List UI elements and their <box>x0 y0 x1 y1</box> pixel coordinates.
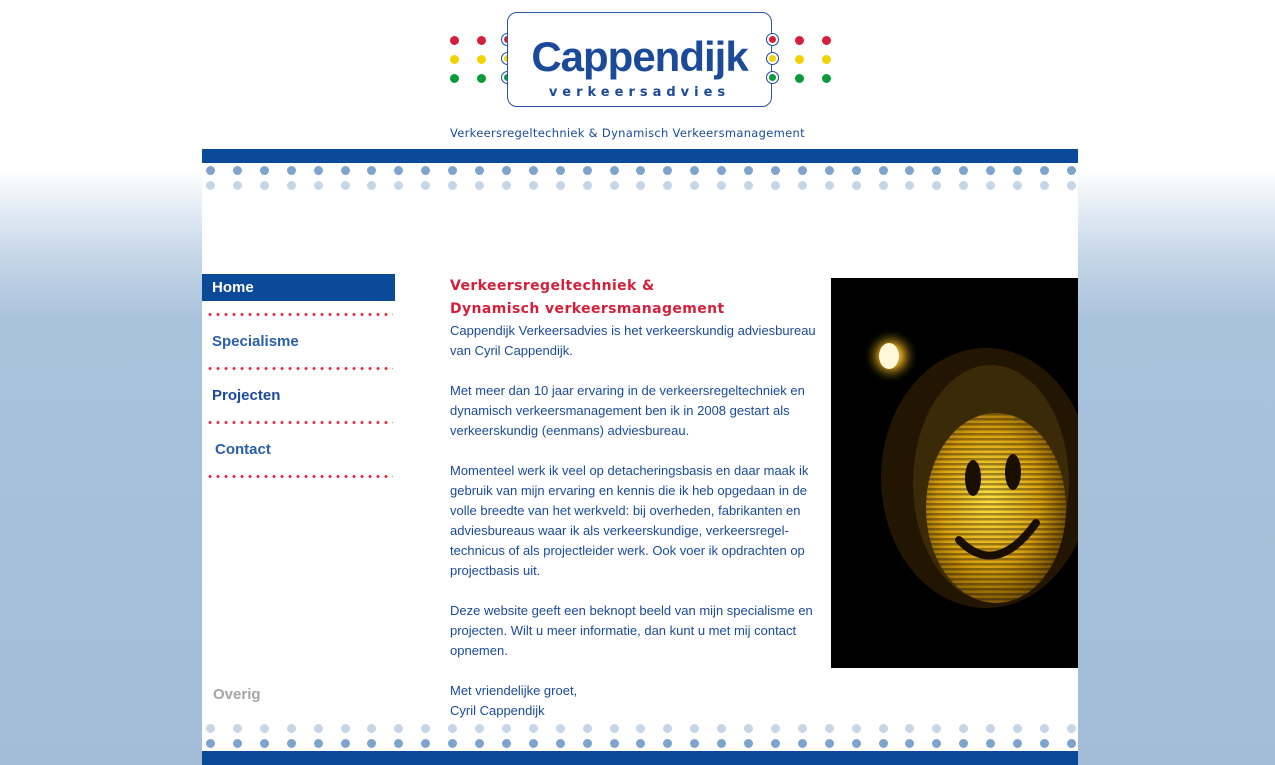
pattern-dot <box>367 181 376 190</box>
pattern-dot <box>475 166 484 175</box>
nav-item-specialisme[interactable]: Specialisme <box>212 333 299 350</box>
pattern-dot <box>314 181 323 190</box>
pattern-dot <box>1013 739 1022 748</box>
pattern-dot <box>529 181 538 190</box>
pattern-dot <box>233 739 242 748</box>
pattern-dot <box>367 166 376 175</box>
pattern-dot <box>206 724 215 733</box>
pattern-dot <box>744 181 753 190</box>
pattern-dot <box>905 724 914 733</box>
green-dot-icon <box>477 74 486 83</box>
pattern-dot <box>690 739 699 748</box>
pattern-dot <box>475 181 484 190</box>
tagline: Verkeersregeltechniek & Dynamisch Verkeersmanagement <box>450 126 805 140</box>
pattern-dot <box>959 181 968 190</box>
pattern-dot <box>905 166 914 175</box>
pattern-dot <box>421 181 430 190</box>
pattern-dot <box>771 724 780 733</box>
nav-item-overig[interactable]: Overig <box>213 686 261 703</box>
pattern-dot <box>663 739 672 748</box>
pattern-dot <box>663 724 672 733</box>
pattern-dot <box>771 166 780 175</box>
pattern-dot <box>744 739 753 748</box>
pattern-dot <box>852 739 861 748</box>
pattern-dot <box>744 724 753 733</box>
pattern-dot <box>529 739 538 748</box>
pattern-dot <box>1040 724 1049 733</box>
pattern-dot <box>825 724 834 733</box>
pattern-dot <box>663 181 672 190</box>
page-title <box>450 275 825 321</box>
pattern-dot <box>502 724 511 733</box>
pattern-dot <box>879 724 888 733</box>
logo-frame <box>507 12 772 107</box>
pattern-dot <box>825 181 834 190</box>
pattern-dot <box>1013 166 1022 175</box>
pattern-dot <box>1040 181 1049 190</box>
pattern-dot <box>206 739 215 748</box>
pattern-dot <box>771 739 780 748</box>
pattern-dot <box>798 166 807 175</box>
work-paragraph: Momenteel werk ik veel op detacheringsbasis en daar maak ik gebruik van mijn ervaring en kennis die ik heb opgedaan in de volle breedte van het werkveld: bij overheden, fabrikanten en adviesbureaus waar ik als verkeerskundige, verkeersregel-technicus of als projectleider werk. Ook voer ik opdrachten op projectbasis uit. <box>450 463 809 578</box>
pattern-dot <box>717 724 726 733</box>
smiley-traffic-light-photo <box>831 278 1078 668</box>
pattern-dot <box>690 181 699 190</box>
logo-subtitle: verkeersadvies <box>548 85 731 100</box>
pattern-dot <box>636 739 645 748</box>
pattern-dot <box>744 166 753 175</box>
dot-pattern-top <box>202 166 1078 176</box>
pattern-dot <box>717 166 726 175</box>
pattern-dot <box>260 181 269 190</box>
pattern-dot <box>206 166 215 175</box>
bottom-bar <box>202 751 1078 765</box>
pattern-dot <box>529 724 538 733</box>
pattern-dot <box>556 739 565 748</box>
pattern-dot <box>421 724 430 733</box>
pattern-dot <box>394 181 403 190</box>
red-dot-icon <box>822 36 831 45</box>
pattern-dot <box>287 166 296 175</box>
pattern-dot <box>986 739 995 748</box>
pattern-dot <box>341 181 350 190</box>
green-dot-icon <box>822 74 831 83</box>
pattern-dot <box>233 181 242 190</box>
red-ring-icon <box>766 33 779 46</box>
page-title-line1: Verkeersregeltechniek & <box>450 278 655 294</box>
pattern-dot <box>583 739 592 748</box>
dot-pattern-top <box>202 181 1078 191</box>
pattern-dot <box>314 166 323 175</box>
pattern-dot <box>529 166 538 175</box>
yellow-dot-icon <box>795 55 804 64</box>
pattern-dot <box>502 181 511 190</box>
pattern-dot <box>959 739 968 748</box>
pattern-dot <box>448 181 457 190</box>
pattern-dot <box>690 724 699 733</box>
pattern-dot <box>879 739 888 748</box>
green-ring-icon <box>766 71 779 84</box>
pattern-dot <box>1067 166 1076 175</box>
main-frame <box>202 149 1078 765</box>
dot-pattern-bottom <box>202 724 1078 734</box>
pattern-dot <box>1067 739 1076 748</box>
pattern-dot <box>583 166 592 175</box>
pattern-dot <box>1013 181 1022 190</box>
smiley-traffic-light-icon <box>831 278 1078 668</box>
pattern-dot <box>233 166 242 175</box>
nav-item-contact[interactable]: Contact <box>215 441 271 458</box>
pattern-dot <box>717 181 726 190</box>
main-content <box>450 275 825 721</box>
pattern-dot <box>986 724 995 733</box>
pattern-dot <box>233 724 242 733</box>
nav-item-projecten[interactable]: Projecten <box>212 387 281 404</box>
pattern-dot <box>314 739 323 748</box>
pattern-dot <box>610 724 619 733</box>
pattern-dot <box>556 724 565 733</box>
yellow-dot-icon <box>450 55 459 64</box>
pattern-dot <box>448 724 457 733</box>
pattern-dot <box>636 724 645 733</box>
pattern-dot <box>798 181 807 190</box>
pattern-dot <box>314 724 323 733</box>
pattern-dot <box>448 166 457 175</box>
pattern-dot <box>1067 724 1076 733</box>
pattern-dot <box>394 739 403 748</box>
pattern-dot <box>583 181 592 190</box>
pattern-dot <box>717 739 726 748</box>
red-dot-icon <box>450 36 459 45</box>
pattern-dot <box>556 166 565 175</box>
pattern-dot <box>556 181 565 190</box>
pattern-dot <box>502 166 511 175</box>
pattern-dot <box>663 166 672 175</box>
intro-paragraph: Cappendijk Verkeersadvies is het verkeerskundig adviesbureau van Cyril Cappendijk. <box>450 323 816 358</box>
page-title-line2: Dynamisch verkeersmanagement <box>450 301 725 317</box>
dot-pattern-bottom <box>202 739 1078 749</box>
greeting: Met vriendelijke groet, <box>450 683 578 698</box>
pattern-dot <box>421 739 430 748</box>
pattern-dot <box>932 724 941 733</box>
nav-divider <box>202 355 395 382</box>
pattern-dot <box>610 166 619 175</box>
pattern-dot <box>1040 166 1049 175</box>
signature: Cyril Cappendijk <box>450 703 545 718</box>
green-dot-icon <box>795 74 804 83</box>
red-dot-icon <box>795 36 804 45</box>
pattern-dot <box>610 739 619 748</box>
pattern-dot <box>260 166 269 175</box>
pattern-dot <box>852 166 861 175</box>
pattern-dot <box>986 166 995 175</box>
pattern-dot <box>287 739 296 748</box>
pattern-dot <box>905 181 914 190</box>
pattern-dot <box>394 724 403 733</box>
pattern-dot <box>932 739 941 748</box>
top-bar <box>202 149 1078 163</box>
pattern-dot <box>583 724 592 733</box>
pattern-dot <box>879 181 888 190</box>
pattern-dot <box>905 739 914 748</box>
pattern-dot <box>932 181 941 190</box>
pattern-dot <box>394 166 403 175</box>
pattern-dot <box>475 724 484 733</box>
pattern-dot <box>986 181 995 190</box>
pattern-dot <box>636 181 645 190</box>
pattern-dot <box>825 166 834 175</box>
nav-divider <box>202 301 395 328</box>
logo[interactable] <box>445 8 835 123</box>
yellow-dot-icon <box>477 55 486 64</box>
pattern-dot <box>798 739 807 748</box>
pattern-dot <box>690 166 699 175</box>
nav-divider <box>202 409 395 436</box>
pattern-dot <box>260 739 269 748</box>
pattern-dot <box>825 739 834 748</box>
pattern-dot <box>475 739 484 748</box>
pattern-dot <box>959 724 968 733</box>
pattern-dot <box>421 166 430 175</box>
pattern-dot <box>1067 181 1076 190</box>
pattern-dot <box>852 181 861 190</box>
pattern-dot <box>879 166 888 175</box>
pattern-dot <box>932 166 941 175</box>
pattern-dot <box>610 181 619 190</box>
pattern-dot <box>1040 739 1049 748</box>
pattern-dot <box>367 724 376 733</box>
pattern-dot <box>287 181 296 190</box>
pattern-dot <box>959 166 968 175</box>
pattern-dot <box>287 724 296 733</box>
sidebar-nav <box>202 274 395 490</box>
pattern-dot <box>771 181 780 190</box>
red-dot-icon <box>477 36 486 45</box>
pattern-dot <box>852 724 861 733</box>
pattern-dot <box>341 166 350 175</box>
pattern-dot <box>1013 724 1022 733</box>
contact-paragraph: Deze website geeft een beknopt beeld van mijn specialisme en projecten. Wilt u meer informatie, dan kunt u met mij contact opnemen. <box>450 603 813 658</box>
pattern-dot <box>341 739 350 748</box>
pattern-dot <box>260 724 269 733</box>
pattern-dot <box>206 181 215 190</box>
nav-item-home[interactable]: Home <box>202 274 395 301</box>
pattern-dot <box>448 739 457 748</box>
pattern-dot <box>341 724 350 733</box>
pattern-dot <box>798 724 807 733</box>
pattern-dot <box>502 739 511 748</box>
logo-name: Cappendijk <box>531 33 748 80</box>
pattern-dot <box>636 166 645 175</box>
pattern-dot <box>367 739 376 748</box>
green-dot-icon <box>450 74 459 83</box>
yellow-ring-icon <box>766 52 779 65</box>
yellow-dot-icon <box>822 55 831 64</box>
nav-divider <box>202 463 395 490</box>
experience-paragraph: Met meer dan 10 jaar ervaring in de verkeersregeltechniek en dynamisch verkeersmanagement ben ik in 2008 gestart als verkeerskundig (eenmans) adviesbureau. <box>450 383 805 438</box>
